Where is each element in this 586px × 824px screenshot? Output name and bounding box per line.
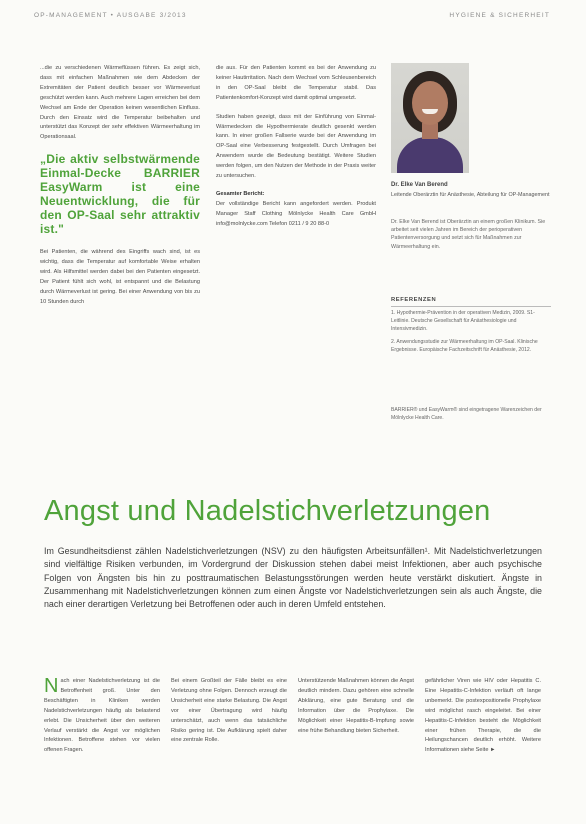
contact-details: Der vollständige Bericht kann angefordert werden. Produkt Manager Staff Clothing Mölnlycke Health Care GmbH info@molnlycke.com Telefon 0211 / 9 20 88-0 xyxy=(216,200,376,227)
reference-item: 1. Hypothermie-Prävention in der operativen Medizin, 2009. S1-Leitlinie. Deutsche Gesellschaft für Anästhesiologie und Intensivmedizin. xyxy=(391,310,535,332)
running-header-right: HYGIENE & SICHERHEIT xyxy=(449,12,550,19)
column-2-paragraph-2: Studien haben gezeigt, dass mit der Einführung von Einmal-Wärmedecken die Hypothermierate deutlich gesenkt werden kann. In einer großen Fallserie wurde bei der Anwendung im OP-Saal eine Verbesserung festgestellt. Durch Umfragen bei Anwendern wurde die Bedeutung bestätigt. Weitere Studien werden folgen, um den Nutzen der Methode in der Praxis weiter zu untersuchen. xyxy=(216,113,376,180)
contact-heading: Gesamter Bericht: xyxy=(216,190,265,197)
pull-quote: „Die aktiv selbstwärmende Einmal-Decke BARRIER EasyWarm ist eine Neuentwicklung, die für den OP-Saal sehr attraktiv ist." xyxy=(40,152,200,237)
body-column-1-text: ach einer Nadelstichverletzung ist die Betroffenheit groß. Unter den Beschäftigten in Kliniken werden Nadelstichverletzungen häufig als belastend erlebt. Die Unsicherheit über den weiteren Verlauf verstärkt die Angst vor möglichen Infektionen. Betroffene stehen vor vielen offenen Fragen. xyxy=(44,678,160,754)
body-column-3: Unterstützende Maßnahmen können die Angst deutlich mindern. Dazu gehören eine schnelle Abklärung, eine gute Beratung und die Information über die Prophylaxe. Die Möglichkeit einer Hepatitis-B-Impfung sowie eine frühe Behandlung bieten Sicherheit. xyxy=(298,678,414,734)
column-1-paragraph: ...die zu verschiedenen Wärmeflüssen führen. Es zeigt sich, dass mit einfachen Maßnahmen wie dem Abdecken der Extremitäten der Patient deutlich besser vor Wärmeverlust geschützt werden kann. Auch mehrere Lagen erreichen bei dem Wechsel am Ende der Operation keinen wesentlichen Einfluss. Durch den Einsatz wird die Temperatur beibehalten und unterstützt das Konzept der sehr effektiven Wärmeerhaltung im Operationsaal. xyxy=(40,65,200,141)
article-column-2 xyxy=(216,64,376,230)
body-column-2: Bei einem Großteil der Fälle bleibt es eine Verletzung ohne Folgen. Dennoch erzeugt die Unsicherheit eine starke Belastung. Die Angst vor einer Übertragung wird häufig unterschätzt, auch wenn das tatsächliche Risiko gering ist. Die Aufklärung spielt daher eine zentrale Rolle. xyxy=(171,678,287,744)
references-divider xyxy=(391,306,551,307)
section-title: Angst und Nadelstichverletzungen xyxy=(44,495,491,527)
running-header-left: OP-MANAGEMENT • AUSGABE 3/2013 xyxy=(34,12,187,19)
body-column-1 xyxy=(44,677,160,756)
author-bio: Dr. Elke Van Berend ist Oberärztin an einem großen Klinikum. Sie arbeitet seit vielen Jahren im Bereich der perioperativen Patientenversorgung und setzt sich für Maßnahmen zur Wärmeerhaltung ein. xyxy=(391,219,546,250)
section-lead: Im Gesundheitsdienst zählen Nadelstichverletzungen (NSV) zu den häufigsten Arbeitsunfällen¹. Mit Nadelstichverletzungen sind vielfältige Risiken verbunden, im Vordergrund der Diskussion stehen dabei meist Infektionen, aber auch psychische Folgen von Ängsten bis hin zu posttraumatischen Belastungsstörungen werden heute verstärkt diskutiert. Ängste in Zusammenhang mit Nadelstichverletzungen können zum einen Ängste vor Nadelstichverletzungen sein als auch Ängste, die nach einer derartigen Verletzung bei Betroffenen oder auch in deren Umfeld entstehen. xyxy=(44,546,542,610)
article-column-1 xyxy=(40,64,200,308)
reference-item: 2. Anwendungsstudie zur Wärmeerhaltung im OP-Saal. Klinische Ergebnisse. Europäische Fachzeitschrift für Anästhesie, 2012. xyxy=(391,339,538,354)
column-1-paragraph-2: Bei Patienten, die während des Eingriffs wach sind, ist es wichtig, dass die Temperatur auf komfortable Weise erhalten wird. Als Hilfsmittel werden dabei bei den Patienten eingesetzt. Der Patient fühlt sich wohl, ist entspannt und die Belastung durch Wärmeverlust ist gering. Bei einer Anwendung von bis zu 10 Stunden durch xyxy=(40,249,200,305)
author-name: Dr. Elke Van Berend xyxy=(391,182,448,188)
body-column-4: gefährlicher Viren wie HIV oder Hepatitis C. Eine Hepatitis-C-Infektion verläuft oft lange unbemerkt. Die postexpositionelle Prophylaxe wird möglichst rasch eingeleitet. Bei einer Hepatitis-C-Infektion besteht die Möglichkeit einer frühen Therapie, die die Heilungschancen deutlich erhöht. Weitere Informationen siehe Seite ► xyxy=(425,678,541,754)
author-portrait xyxy=(391,63,469,173)
column-2-paragraph: die aus. Für den Patienten kommt es bei der Anwendung zu keiner Hautirritation. Nach dem Wechsel vom Schleusenbereich in den OP-Saal bleibt die Temperatur stabil. Das Patientenkomfort-Konzept wird damit optimal umgesetzt. xyxy=(216,65,376,101)
drop-cap: N xyxy=(44,675,59,697)
references-heading: REFERENZEN xyxy=(391,297,437,303)
references-list xyxy=(391,310,551,361)
author-role: Leitende Oberärztin für Anästhesie, Abteilung für OP-Management xyxy=(391,192,550,198)
trademark-note: BARRIER® und EasyWarm® sind eingetragene Warenzeichen der Mölnlycke Health Care. xyxy=(391,407,542,421)
